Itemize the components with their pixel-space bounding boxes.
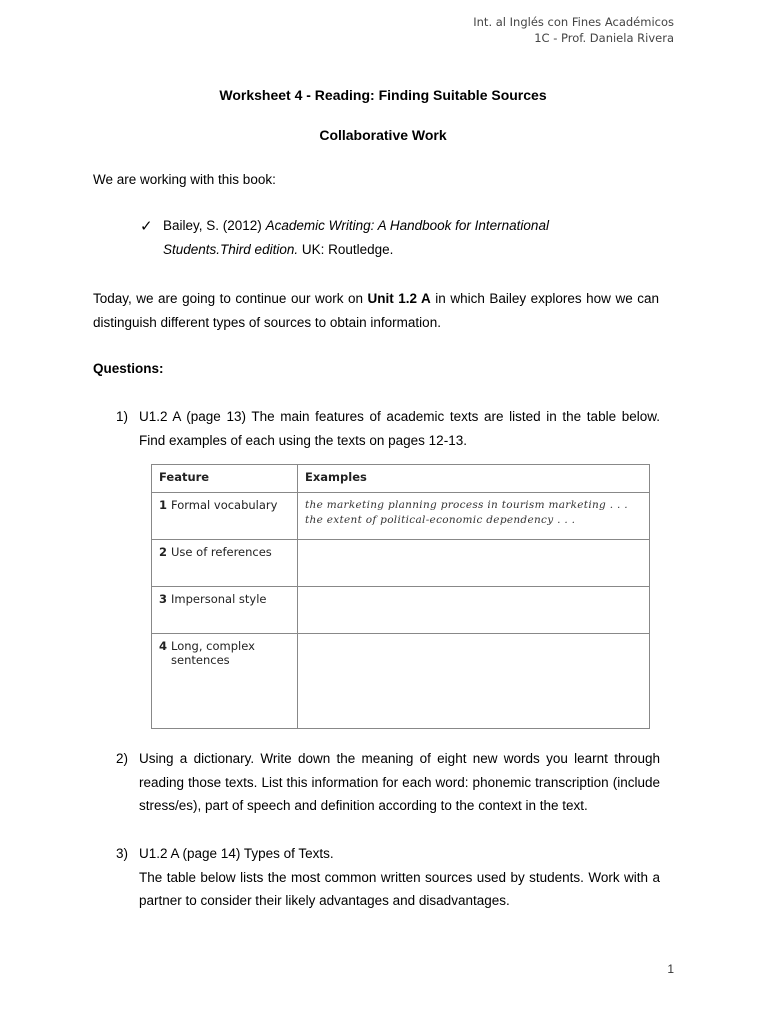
question-3 [116,842,660,913]
question-number: 1) [116,409,129,424]
unit-reference: Unit 1.2 A [367,291,431,306]
reference-author: Bailey, S. (2012) [163,218,266,233]
examples-cell[interactable] [298,587,650,634]
row-number: 1 [159,498,168,512]
question-number: 2) [116,751,129,766]
worksheet-title: Worksheet 4 - Reading: Finding Suitable Sources [219,87,547,103]
question-1 [116,405,660,452]
page-number: 1 [667,962,674,976]
checkmark-icon: ✓ [140,217,153,235]
question-number: 3) [116,846,129,861]
reference-book-title: Academic Writing: A Handbook for International Students. [163,218,549,257]
table-row [152,587,650,634]
course-name: Int. al Inglés con Fines Académicos [473,15,674,29]
table-row [152,540,650,587]
feature-cell [152,540,298,587]
question-text [139,842,660,913]
examples-cell[interactable] [298,634,650,729]
feature-label: Impersonal style [171,592,267,606]
feature-cell [152,493,298,540]
handwritten-example: the extent of political-economic dependency . . . [305,514,576,526]
reference-publisher: UK: Routledge. [298,242,394,257]
questions-heading: Questions: [93,361,164,376]
today-text-start: Today, we are going to continue our work on [93,291,368,306]
features-table [151,464,650,729]
header-feature: Feature [152,465,298,493]
feature-label: Long, complex sentences [171,639,255,667]
feature-cell [152,634,298,729]
header-examples: Examples [298,465,650,493]
table-row [152,493,650,540]
worksheet-subtitle: Collaborative Work [319,127,447,143]
table-row [152,634,650,729]
table-header-row [152,465,650,493]
question-text-line: U1.2 A (page 14) Types of Texts. [139,846,334,861]
row-number: 2 [159,545,168,559]
reference-text [163,214,620,262]
feature-label: Use of references [171,545,272,559]
today-paragraph [93,287,659,335]
examples-cell [298,493,650,540]
question-text-line: The table below lists the most common written sources used by students. Work with a partner to consider their likely advantages and disadvantages. [139,869,660,908]
examples-cell[interactable] [298,540,650,587]
book-reference [140,214,620,262]
question-text: Using a dictionary. Write down the meaning of eight new words you learnt through reading those texts. List this information for each word: phonemic transcription (include stress/es), part of speech and definition according to the context in the text. [139,751,660,813]
feature-cell [152,587,298,634]
feature-label: Formal vocabulary [171,498,278,512]
handwritten-example: the marketing planning process in tourism marketing . . . [305,499,628,511]
row-number: 3 [159,592,168,606]
page-header [473,14,674,46]
question-text: U1.2 A (page 13) The main features of academic texts are listed in the table below. Find examples of each using the texts on pages 12-13. [139,409,660,448]
question-2 [116,747,660,818]
reference-edition: Third edition. [220,242,299,257]
course-professor: 1C - Prof. Daniela Rivera [534,31,674,45]
today-text-end: in which Bailey explores how we can distinguish different types of sources to obtain information. [93,291,659,330]
row-number: 4 [159,639,168,653]
intro-paragraph: We are working with this book: [93,172,276,187]
